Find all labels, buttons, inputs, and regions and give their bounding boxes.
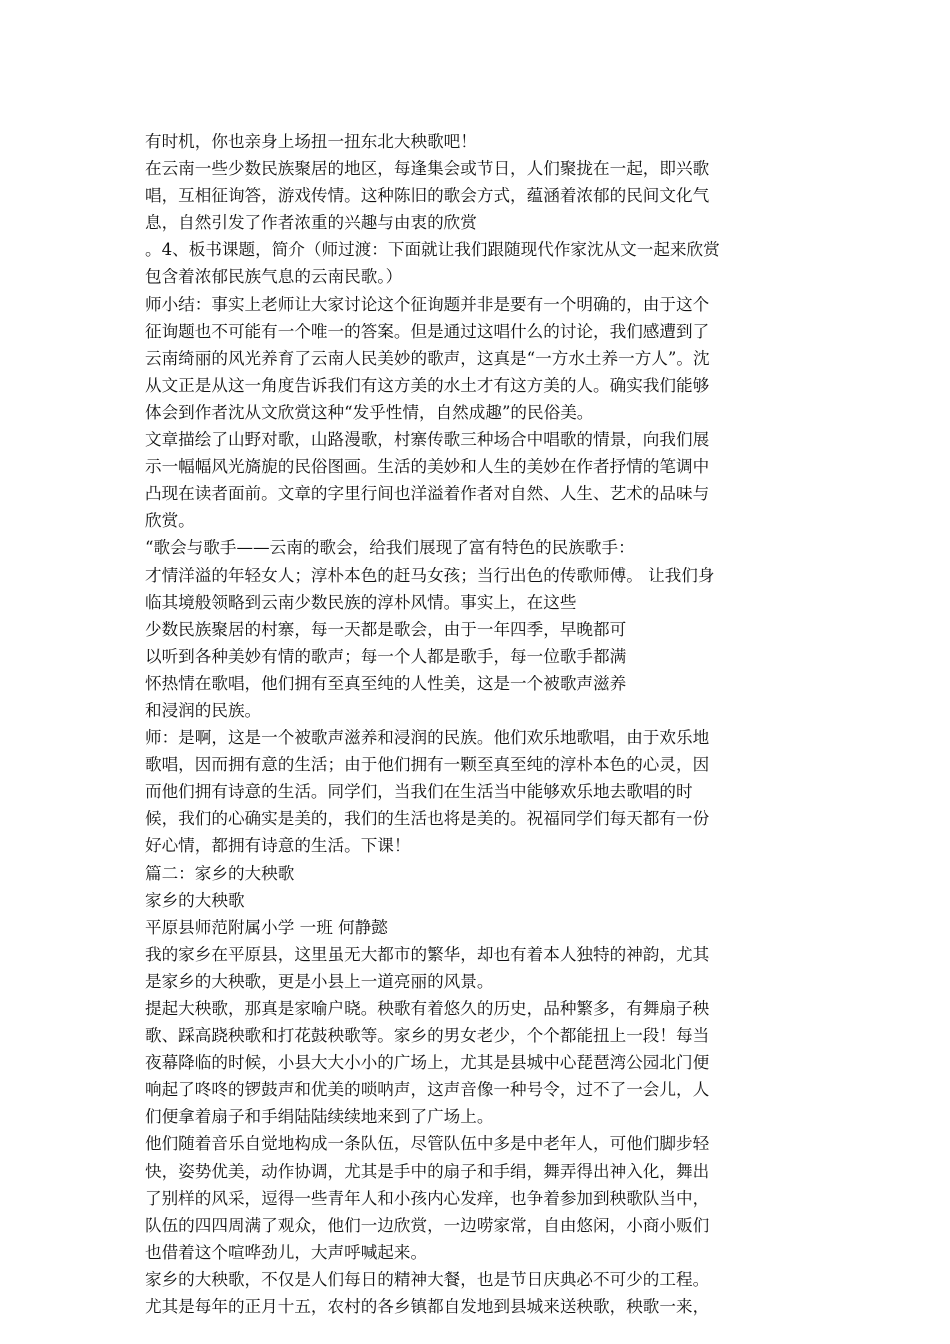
text-line: 家乡的大秧歌，不仅是人们每日的精神大餐，也是节日庆典必不可少的工程。 — [145, 1269, 710, 1289]
text-line: 快，姿势优美，动作协调，尤其是手中的扇子和手绢，舞弄得出神入化，舞出 — [145, 1161, 710, 1181]
text-line: 有时机，你也亲身上场扭一扭东北大秧歌吧！ — [145, 132, 477, 151]
text-line: 示一幅幅风光旖旎的民俗图画。生活的美妙和人生的美妙在作者抒情的笔调中 — [145, 457, 710, 477]
text-line: 了别样的风采，逗得一些青年人和小孩内心发痒，也争着参加到秧歌队当中， — [145, 1188, 710, 1208]
text-line: 而他们拥有诗意的生活。同学们，当我们在生活当中能够欢乐地去歌唱的时 — [145, 782, 693, 802]
text-line: 们便拿着扇子和手绢陆陆续续地来到了广场上。 — [145, 1107, 494, 1127]
text-line: “歌会与歌手——云南的歌会，给我们展现了富有特色的民族歌手： — [145, 538, 635, 558]
text-line: 从文正是从这一角度告诉我们有这方美的水土才有这方美的人。确实我们能够 — [145, 375, 710, 395]
text-line: 在云南一些少数民族聚居的地区，每逢集会或节日，人们聚拢在一起，即兴歌 — [145, 159, 710, 179]
text-line: 歌、踩高跷秧歌和打花鼓秧歌等。家乡的男女老少，个个都能扭上一段！每当 — [145, 1026, 710, 1046]
text-line: 。4、板书课题，简介（师过渡：下面就让我们跟随现代作家沈从文一起来欣赏 — [145, 240, 720, 260]
text-line: 候，我们的心确实是美的，我们的生活也将是美的。祝福同学们每天都有一份 — [145, 809, 710, 829]
text-line: 包含着浓郁民族气息的云南民歌。） — [145, 267, 403, 287]
author-line: 平原县师范附属小学 一班 何静懿 — [145, 917, 388, 937]
text-line: 凸现在读者面前。文章的字里行间也洋溢着作者对自然、人生、艺术的品味与 — [145, 484, 710, 504]
text-line: 夜幕降临的时候，小县大大小小的广场上，尤其是县城中心琵琶湾公园北门便 — [145, 1053, 710, 1073]
text-line: 怀热情在歌唱，他们拥有至真至纯的人性美，这是一个被歌声滋养 — [145, 673, 627, 693]
text-line: 师小结：事实上老师让大家讨论这个征询题并非是要有一个明确的，由于这个 — [145, 294, 710, 314]
text-line: 征询题也不可能有一个唯一的答案。但是通过这唱什么的讨论，我们感遭到了 — [145, 321, 710, 341]
article-title: 家乡的大秧歌 — [145, 890, 245, 910]
text-line: 少数民族聚居的村寨，每一天都是歌会，由于一年四季，早晚都可 — [145, 619, 627, 639]
text-line: 师：是啊，这是一个被歌声滋养和浸润的民族。他们欢乐地歌唱，由于欢乐地 — [145, 728, 710, 748]
text-line: 文章描绘了山野对歌，山路漫歌，村寨传歌三种场合中唱歌的情景，向我们展 — [145, 430, 710, 450]
text-line: 和浸润的民族。 — [145, 700, 262, 720]
text-line: 好心情，都拥有诗意的生活。下课！ — [145, 836, 411, 856]
text-line: 尤其是每年的正月十五，农村的各乡镇都自发地到县城来送秧歌，秧歌一来， — [145, 1297, 710, 1317]
text-line: 息，自然引发了作者浓重的兴趣与由衷的欣赏 — [145, 213, 477, 233]
text-line: 他们随着音乐自觉地构成一条队伍，尽管队伍中多是中老年人，可他们脚步轻 — [145, 1134, 710, 1154]
text-line: 响起了咚咚的锣鼓声和优美的唢呐声，这声音像一种号令，过不了一会儿，人 — [145, 1080, 710, 1100]
text-line: 是家乡的大秧歌，更是小县上一道亮丽的风景。 — [145, 971, 494, 991]
text-line: 队伍的四四周满了观众，他们一边欣赏，一边唠家常，自由悠闲，小商小贩们 — [145, 1215, 710, 1235]
document-page — [145, 128, 810, 1320]
text-line: 临其境般领略到云南少数民族的淳朴风情。事实上，在这些 — [145, 592, 577, 612]
section-heading: 篇二：家乡的大秧歌 — [145, 863, 295, 883]
text-line: 也借着这个喧哗劲儿，大声呼喊起来。 — [145, 1242, 428, 1262]
text-line: 我的家乡在平原县，这里虽无大都市的繁华，却也有着本人独特的神韵，尤其 — [145, 944, 710, 964]
text-line: 体会到作者沈从文欣赏这种“发乎性情，自然成趣”的民俗美。 — [145, 402, 594, 422]
text-line: 以听到各种美妙有情的歌声；每一个人都是歌手，每一位歌手都满 — [145, 646, 627, 666]
text-line: 歌唱，因而拥有意的生活；由于他们拥有一颗至真至纯的淳朴本色的心灵，因 — [145, 755, 710, 775]
text-line: 提起大秧歌，那真是家喻户晓。秧歌有着悠久的历史，品种繁多，有舞扇子秧 — [145, 999, 710, 1018]
text-line: 才情洋溢的年轻女人；淳朴本色的赶马女孩；当行出色的传歌师傅。 让我们身 — [145, 565, 715, 585]
text-line: 唱，互相征询答，游戏传情。这种陈旧的歌会方式，蕴涵着浓郁的民间文化气 — [145, 186, 710, 206]
text-line: 欣赏。 — [145, 511, 195, 531]
text-line: 云南绮丽的风光养育了云南人民美妙的歌声，这真是“一方水土养一方人”。沈 — [145, 348, 710, 368]
